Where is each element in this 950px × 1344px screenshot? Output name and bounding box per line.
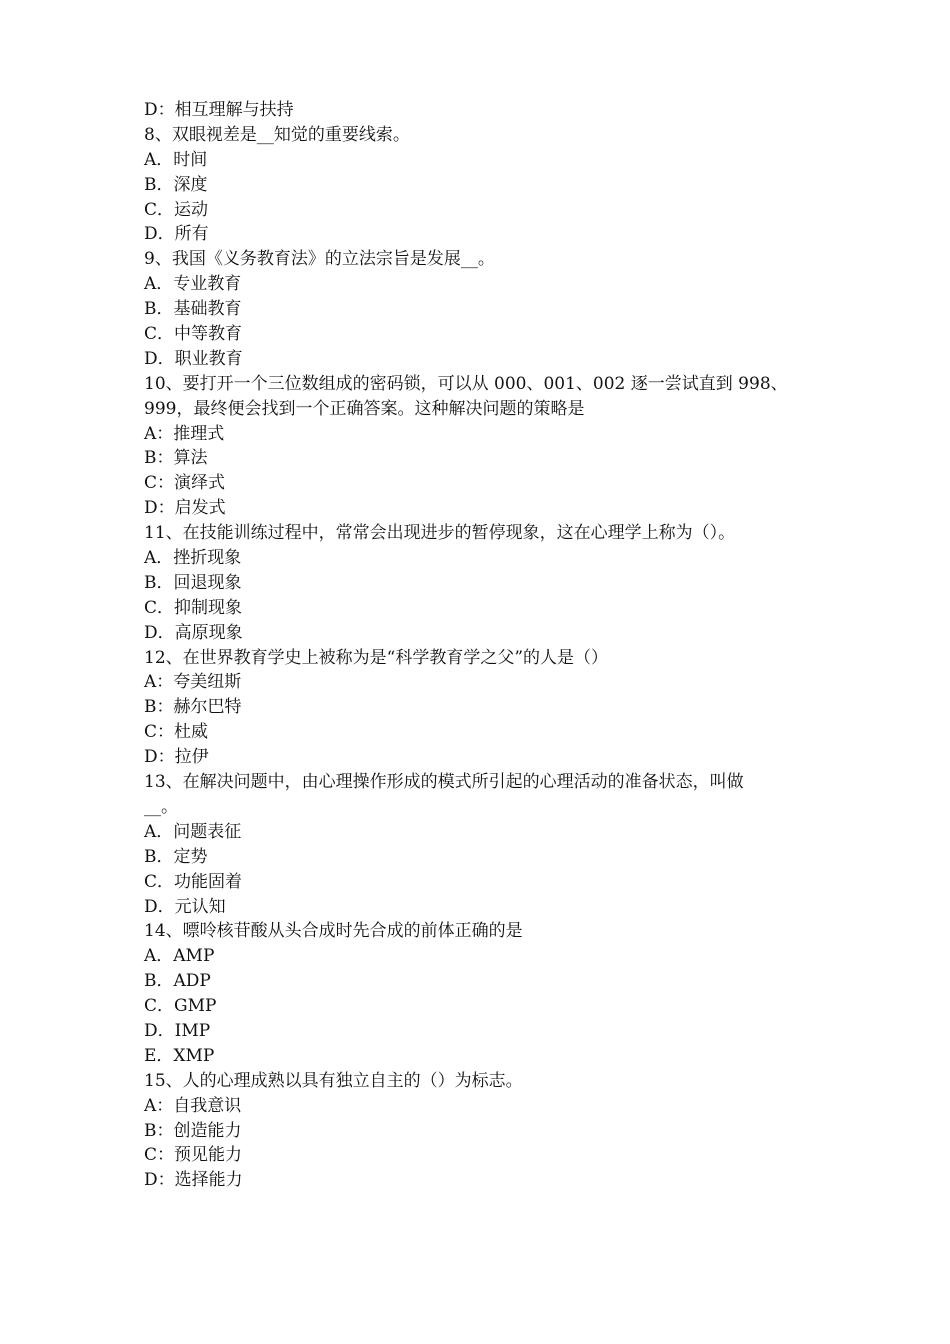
option-line: D：相互理解与扶持 [144, 100, 294, 120]
option-line: B：算法 [144, 448, 208, 469]
option-line: C：预见能力 [144, 1145, 243, 1166]
option-line: C．运动 [144, 199, 209, 220]
option-line: B．基础教育 [144, 299, 242, 320]
question-10: 10、要打开一个三位数组成的密码锁，可以从 000、001、002 逐一尝试直到 998、 [144, 373, 788, 394]
option-line: A．挫折现象 [144, 548, 242, 569]
option-line: C．抑制现象 [144, 597, 243, 618]
option-line: C．GMP [144, 996, 217, 1017]
option-line: E．XMP [144, 1045, 215, 1066]
question-11: 11、在技能训练过程中，常常会出现进步的暂停现象，这在心理学上称为（）。 [144, 523, 736, 544]
option-line: D：启发式 [144, 498, 226, 519]
option-line: A．时间 [144, 149, 208, 170]
question-15: 15、人的心理成熟以具有独立自主的（）为标志。 [144, 1070, 523, 1091]
question-13-continued: __。 [144, 796, 178, 817]
option-line: D．高原现象 [144, 622, 243, 643]
option-line: C：杜威 [144, 722, 209, 743]
option-line: B．ADP [144, 971, 211, 992]
option-line: C．中等教育 [144, 324, 243, 345]
option-line: B．回退现象 [144, 572, 242, 593]
question-13: 13、在解决问题中，由心理操作形成的模式所引起的心理活动的准备状态，叫做 [144, 772, 744, 793]
option-line: D．元认知 [144, 896, 226, 917]
option-line: A：自我意识 [144, 1095, 242, 1116]
option-line: A：推理式 [144, 423, 225, 444]
option-line: D：选择能力 [144, 1170, 243, 1191]
option-line: A．专业教育 [144, 274, 242, 295]
option-line: B：赫尔巴特 [144, 697, 242, 718]
option-line: D．职业教育 [144, 348, 243, 369]
question-9: 9、我国《义务教育法》的立法宗旨是发展__。 [144, 249, 495, 270]
option-line: A．AMP [144, 946, 215, 967]
question-14: 14、嘌呤核苷酸从头合成时先合成的前体正确的是 [144, 921, 523, 942]
question-12: 12、在世界教育学史上被称为是“科学教育学之父”的人是（） [144, 647, 609, 668]
option-line: A．问题表征 [144, 821, 242, 842]
question-8: 8、双眼视差是__知觉的重要线索。 [144, 124, 410, 145]
option-line: B：创造能力 [144, 1120, 242, 1141]
option-line: C．功能固着 [144, 871, 243, 892]
option-line: B．定势 [144, 846, 208, 867]
option-line: B．深度 [144, 174, 208, 195]
question-10-continued: 999，最终便会找到一个正确答案。这种解决问题的策略是 [144, 398, 585, 419]
question-text-block [144, 98, 814, 1193]
option-line: D．IMP [144, 1020, 211, 1041]
option-line: A：夸美纽斯 [144, 672, 242, 693]
option-line: D．所有 [144, 224, 209, 245]
option-line: D：拉伊 [144, 747, 209, 768]
option-line: C：演绎式 [144, 473, 226, 494]
